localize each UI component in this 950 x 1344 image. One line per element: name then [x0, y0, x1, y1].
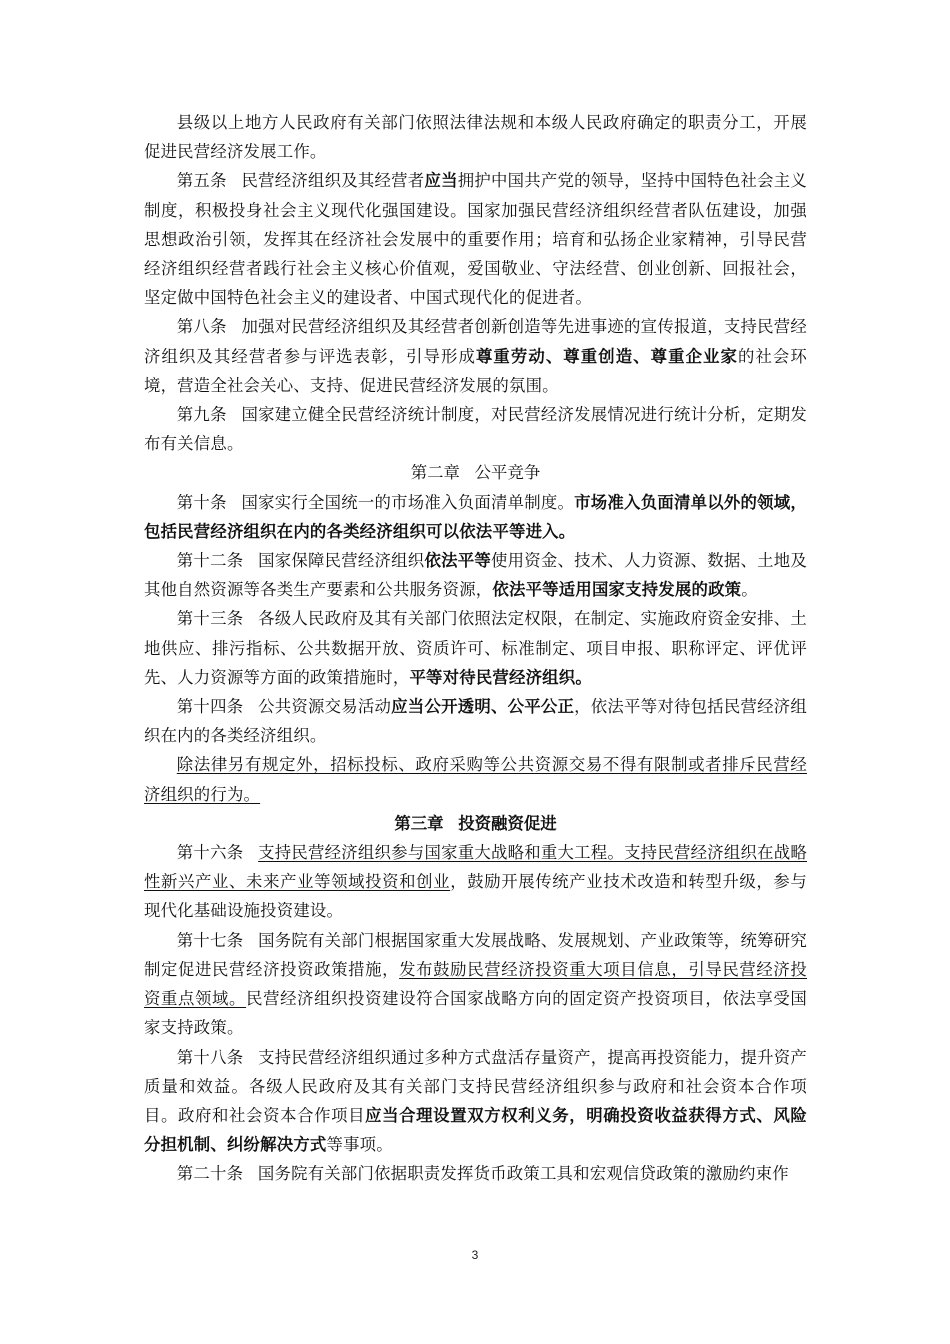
text: ，鼓励开展传统产业技术改造和转型升级，参与现代化基础设施投资建设。	[144, 872, 807, 921]
text: 国务院有关部门依据职责发挥货币政策工具和宏观信贷政策的激励约束作	[257, 1164, 789, 1184]
chapter-title: 公平竞争	[474, 463, 541, 483]
text: 国家实行全国统一的市场准入负面清单制度。	[241, 492, 575, 512]
paragraph-article-9	[144, 400, 807, 458]
text: 民营经济组织及其经营者	[241, 171, 425, 191]
text: 国家保障民营经济组织	[258, 551, 425, 571]
bold-text: 应当合理设置双方权利义务，明确投资收益获得方式、风险分担机制、纠纷解决方式	[144, 1105, 807, 1155]
text: 等事项。	[326, 1135, 393, 1155]
text: 各级人民政府及其有关部门依照法定权限，在制定、实施政府资金安排、土地供应、排污指标、公共数据开放、资质许可、标准制定、项目申报、职称评定、评优评先、人力资源等方面的政策措施时，	[144, 609, 807, 687]
article-label: 第十四条	[176, 697, 244, 717]
text: 加强对民营经济组织及其经营者创新创造等先进事迹的宣传报道，支持民营经济组织及其经营者参与评选表彰，引导形成	[144, 317, 807, 366]
paragraph-article-12	[144, 546, 807, 604]
article-label: 第十三条	[176, 609, 244, 629]
bold-text: 依法平等适用国家支持发展的政策	[492, 580, 742, 600]
paragraph-article-10	[144, 488, 807, 546]
paragraph-local-government	[144, 108, 807, 166]
paragraph-article-14	[144, 692, 807, 750]
chapter-heading-2	[144, 458, 807, 487]
article-label: 第十条	[176, 492, 227, 512]
article-label: 第二十条	[176, 1164, 244, 1184]
bold-text: 市场准入负面清单以外的领域，包括民营经济组织在内的各类经济组织可以依法平等进入。	[144, 492, 807, 541]
paragraph-article-8	[144, 312, 807, 400]
chapter-title: 投资融资促进	[458, 813, 557, 833]
paragraph-article-16	[144, 838, 807, 926]
paragraph-article-5	[144, 166, 807, 312]
text: 支持民营经济组织通过多种方式盘活存量资产，提高再投资能力，提升资产质量和效益。各级人民政府及其有关部门支持民营经济组织参与政府和社会资本合作项目。政府和社会资本合作项目	[144, 1047, 807, 1125]
text: 国家建立健全民营经济统计制度，对民营经济发展情况进行统计分析，定期发布有关信息。	[144, 405, 807, 454]
text: 的社会环境，营造全社会关心、支持、促进民营经济发展的氛围。	[144, 346, 807, 395]
paragraph-article-17	[144, 926, 807, 1043]
text: 公共资源交易活动	[258, 697, 392, 717]
article-label: 第九条	[176, 405, 227, 425]
article-label: 第十二条	[176, 551, 244, 571]
chapter-number: 第二章	[410, 463, 460, 483]
text: 国务院有关部门根据国家重大发展战略、发展规划、产业政策等，统筹研究制定促进民营经济投资政策措施，	[144, 930, 807, 979]
underlined-text: 发布鼓励民营经济投资重大项目信息，引导民营经济投资重点领域。	[144, 959, 807, 1009]
bold-text: 应当公开透明、公平公正	[391, 697, 575, 717]
text: 拥护中国共产党的领导，坚持中国特色社会主义制度，积极投身社会主义现代化强国建设。国家加强民营经济组织经营者队伍建设，加强思想政治引领，发挥其在经济社会发展中的重要作用；培育和弘扬企业家精神，引导民营经济组织经营者践行社会主义核心价值观，爱国敬业、守法经营、创业创新、回报社会，坚定做中国特色社会主义的建设者、中国式现代化的促进者。	[144, 171, 807, 308]
article-label: 第八条	[176, 317, 227, 337]
page-number: 3	[471, 1248, 479, 1262]
paragraph-article-13	[144, 604, 807, 692]
paragraph-article-18	[144, 1043, 807, 1160]
article-label: 第十八条	[176, 1047, 244, 1067]
text: 使用资金、技术、人力资源、数据、土地及其他自然资源等各类生产要素和公共服务资源，	[144, 551, 807, 600]
underlined-text: 支持民营经济组织参与国家重大战略和重大工程。支持民营经济组织在战略性新兴产业、未来产业等领域投资和创业	[144, 843, 807, 892]
underlined-text: 除法律另有规定外，招标投标、政府采购等公共资源交易不得有限制或者排斥民营经济组织的行为。	[144, 755, 807, 804]
article-label: 第十六条	[176, 843, 244, 863]
text: ，依法平等对待包括民营经济组织在内的各类经济组织。	[144, 697, 807, 746]
text: 民营经济组织投资建设符合国家战略方向的固定资产投资项目，依法享受国家支持政策。	[144, 989, 807, 1038]
chapter-number: 第三章	[394, 813, 444, 833]
text: 。	[741, 580, 758, 600]
paragraph-public-resource-trading	[144, 750, 807, 808]
article-label: 第五条	[176, 171, 227, 191]
text: 县级以上地方人民政府有关部门依照法律法规和本级人民政府确定的职责分工，开展促进民营经济发展工作。	[144, 113, 807, 162]
chapter-heading-3	[144, 809, 807, 838]
bold-text: 依法平等	[424, 551, 491, 571]
article-label: 第十七条	[176, 930, 244, 950]
bold-text: 应当	[424, 171, 458, 191]
bold-text: 尊重劳动、尊重创造、尊重企业家	[475, 346, 738, 366]
paragraph-article-20	[144, 1159, 807, 1188]
document-body	[144, 108, 807, 1189]
bold-text: 平等对待民营经济组织。	[409, 667, 592, 687]
